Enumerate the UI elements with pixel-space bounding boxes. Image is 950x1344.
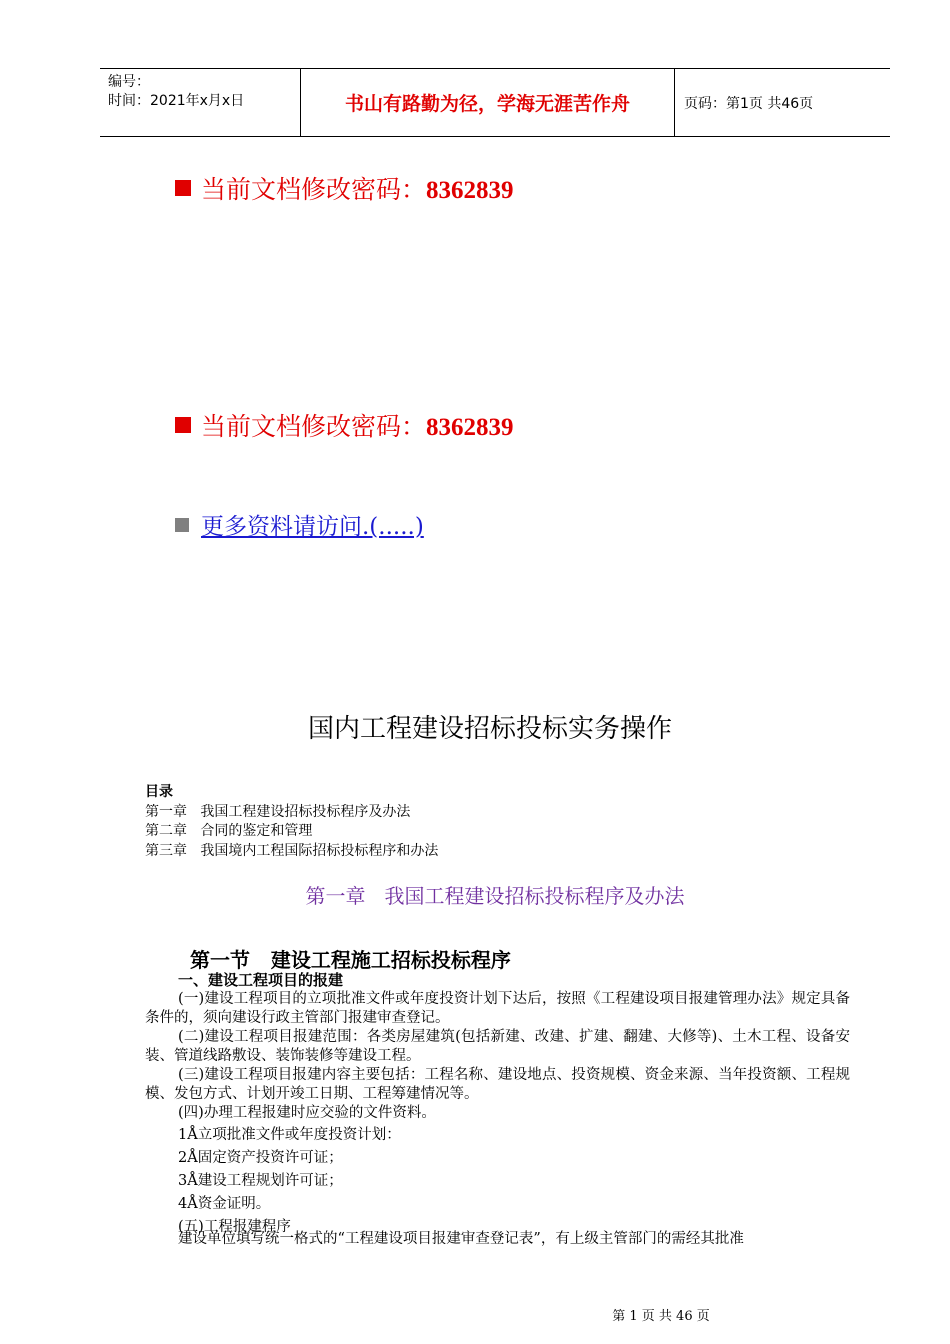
more-resources xyxy=(175,508,424,541)
code-label: 编号： xyxy=(108,74,150,90)
date-label: 时间：2021年x月x日 xyxy=(108,93,245,109)
list-item: 2Å固定资产投资许可证； xyxy=(178,1150,343,1166)
body-text xyxy=(145,990,850,1123)
document-list xyxy=(178,1124,401,1239)
section-title: 第一节 建设工程施工招标投标程序 xyxy=(190,948,511,972)
page-footer: 第 1 页 共 46 页 xyxy=(612,1309,710,1324)
password-line xyxy=(175,170,514,206)
chapter-title: 第一章 我国工程建设招标投标程序及办法 xyxy=(305,884,685,908)
paragraph: (四)办理工程报建时应交验的文件资料。 xyxy=(178,1105,436,1121)
password-line xyxy=(175,407,514,443)
header-page-info: 页码：第1页 共46页 xyxy=(684,96,814,112)
paragraph: (二)建设工程项目报建范围：各类房屋建筑(包括新建、改建、扩建、翻建、大修等)、土木工程、设备安装、管道线路敷设、装饰装修等建设工程。 xyxy=(145,1029,850,1064)
document-title: 国内工程建设招标投标实务操作 xyxy=(307,714,672,744)
list-item: 4Å资金证明。 xyxy=(178,1196,271,1212)
table-of-contents xyxy=(145,783,438,861)
password-label: 当前文档修改密码： xyxy=(201,175,427,204)
toc-heading: 目录 xyxy=(145,784,173,800)
list-item: 1Å立项批准文件或年度投资计划： xyxy=(178,1127,401,1143)
header-motto: 书山有路勤为径，学海无涯苦作舟 xyxy=(344,93,630,115)
password-value: 8362839 xyxy=(426,414,514,441)
list-item: 3Å建设工程规划许可证； xyxy=(178,1173,343,1189)
bullet-square-icon xyxy=(175,180,191,196)
password-value: 8362839 xyxy=(426,177,514,204)
password-label: 当前文档修改密码： xyxy=(201,412,427,441)
toc-item: 第一章 我国工程建设招标投标程序及办法 xyxy=(145,803,411,820)
paragraph: (一)建设工程项目的立项批准文件或年度投资计划下达后，按照《工程建设项目报建管理办法》规定具备条件的，须向建设行政主管部门报建审查登记。 xyxy=(145,991,850,1026)
bullet-square-icon xyxy=(175,518,189,532)
header-divider xyxy=(300,69,301,136)
paragraph: 建设单位填写统一格式的“工程建设项目报建审查登记表”，有上级主管部门的需经其批准 xyxy=(178,1231,744,1247)
toc-item: 第二章 合同的鉴定和管理 xyxy=(145,823,313,839)
more-resources-link[interactable]: 更多资料请访问.(.....) xyxy=(201,514,424,540)
toc-item: 第三章 我国境内工程国际招标投标程序和办法 xyxy=(145,842,439,859)
header-divider xyxy=(674,69,675,136)
body-text xyxy=(145,1230,850,1249)
bullet-square-icon xyxy=(175,417,191,433)
header-meta xyxy=(108,73,244,111)
page-header xyxy=(100,68,890,137)
subsection-title: 一、建设工程项目的报建 xyxy=(178,971,344,989)
list-item: (五)工程报建程序 xyxy=(178,1219,291,1235)
paragraph: (三)建设工程项目报建内容主要包括：工程名称、建设地点、投资规模、资金来源、当年投资额、工程规模、发包方式、计划开竣工日期、工程筹建情况等。 xyxy=(145,1067,850,1102)
